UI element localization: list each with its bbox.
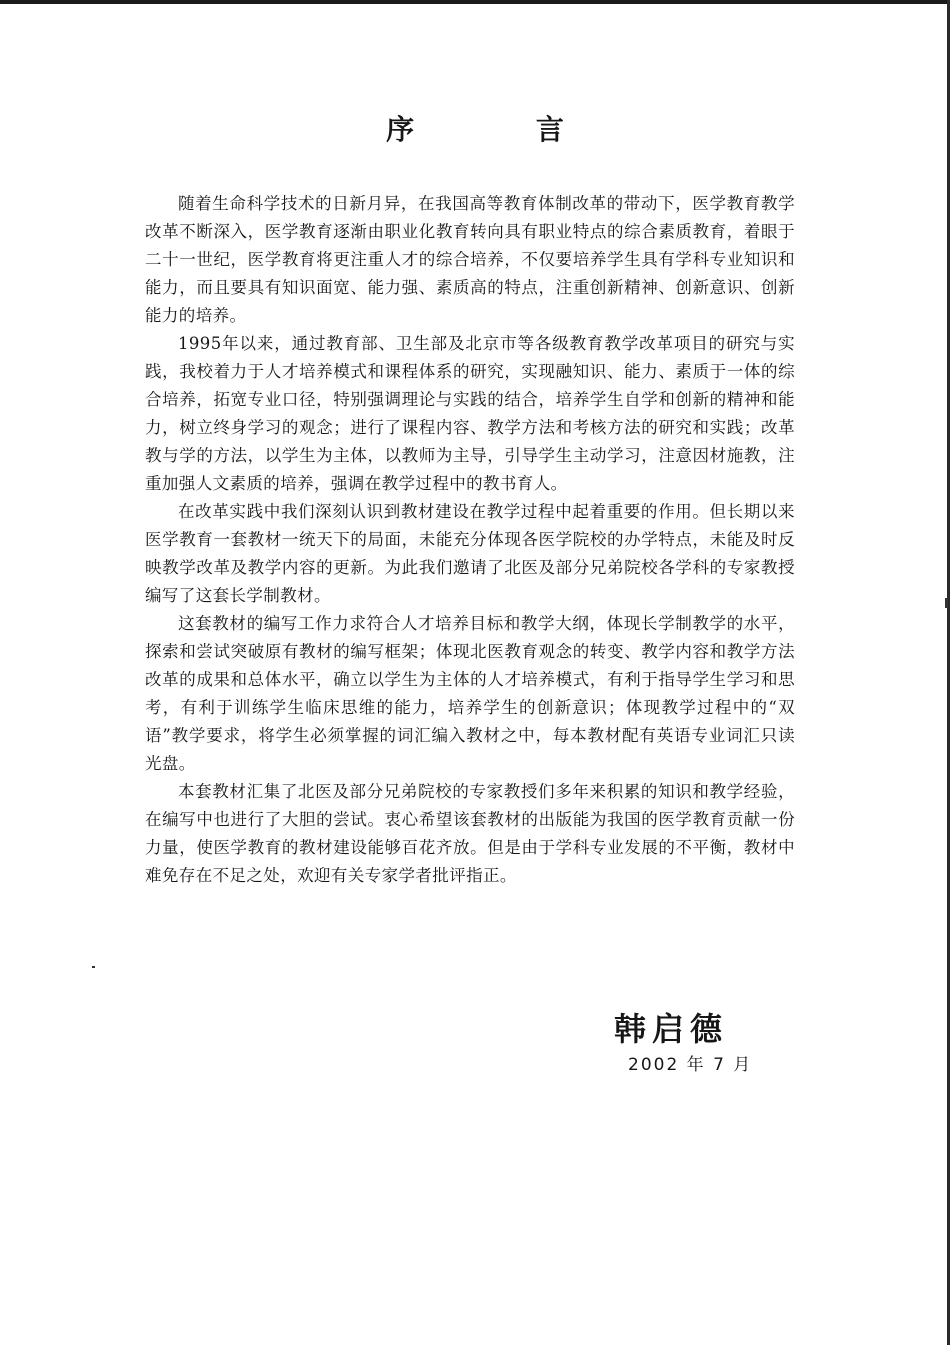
- author-signature: 韩启德: [614, 1010, 729, 1048]
- signature-date: 2002 年 7 月: [628, 1055, 753, 1075]
- paragraph: 随着生命科学技术的日新月异，在我国高等教育体制改革的带动下，医学教育教学改革不断深入，医学教育逐渐由职业化教育转向具有职业特点的综合素质教育，着眼于二十一世纪，医学教育将更注重人才的综合培养，不仅要培养学生具有学科专业知识和能力，而且要具有知识面宽、能力强、素质高的特点，注重创新精神、创新意识、创新能力的培养。: [145, 194, 795, 325]
- top-edge-line: [0, 0, 950, 4]
- scan-speck: [945, 598, 948, 608]
- page-title: 序 言: [386, 113, 620, 146]
- paragraph: 1995年以来，通过教育部、卫生部及北京市等各级教育教学改革项目的研究与实践，我校着力于人才培养模式和课程体系的研究，实现融知识、能力、素质于一体的综合培养，拓宽专业口径，特别强调理论与实践的结合，培养学生自学和创新的精神和能力，树立终身学习的观念；进行了课程内容、教学方法和考核方法的研究和实践；改革教与学的方法，以学生为主体，以教师为主导，引导学生主动学习，注意因材施教，注重加强人文素质的培养，强调在教学过程中的教书育人。: [145, 334, 795, 493]
- preface-body: [145, 190, 795, 890]
- paragraph: 在改革实践中我们深刻认识到教材建设在教学过程中起着重要的作用。但长期以来医学教育一套教材一统天下的局面，未能充分体现各医学院校的办学特点，未能及时反映教学改革及教学内容的更新。为此我们邀请了北医及部分兄弟院校各学科的专家教授编写了这套长学制教材。: [145, 502, 795, 605]
- paragraph: 本套教材汇集了北医及部分兄弟院校的专家教授们多年来积累的知识和教学经验，在编写中也进行了大胆的尝试。衷心希望该套教材的出版能为我国的医学教育贡献一份力量，使医学教育的教材建设能够百花齐放。但是由于学科专业发展的不平衡，教材中难免存在不足之处，欢迎有关专家学者批评指正。: [145, 782, 795, 885]
- scan-speck: [92, 966, 95, 968]
- paragraph: 这套教材的编写工作力求符合人才培养目标和教学大纲，体现长学制教学的水平，探索和尝试突破原有教材的编写框架；体现北医教育观念的转变、教学内容和教学方法改革的成果和总体水平，确立以学生为主体的人才培养模式，有利于指导学生学习和思考，有利于训练学生临床思维的能力，培养学生的创新意识；体现教学过程中的“双语”教学要求，将学生必须掌握的词汇编入教材之中，每本教材配有英语专业词汇只读光盘。: [145, 614, 795, 773]
